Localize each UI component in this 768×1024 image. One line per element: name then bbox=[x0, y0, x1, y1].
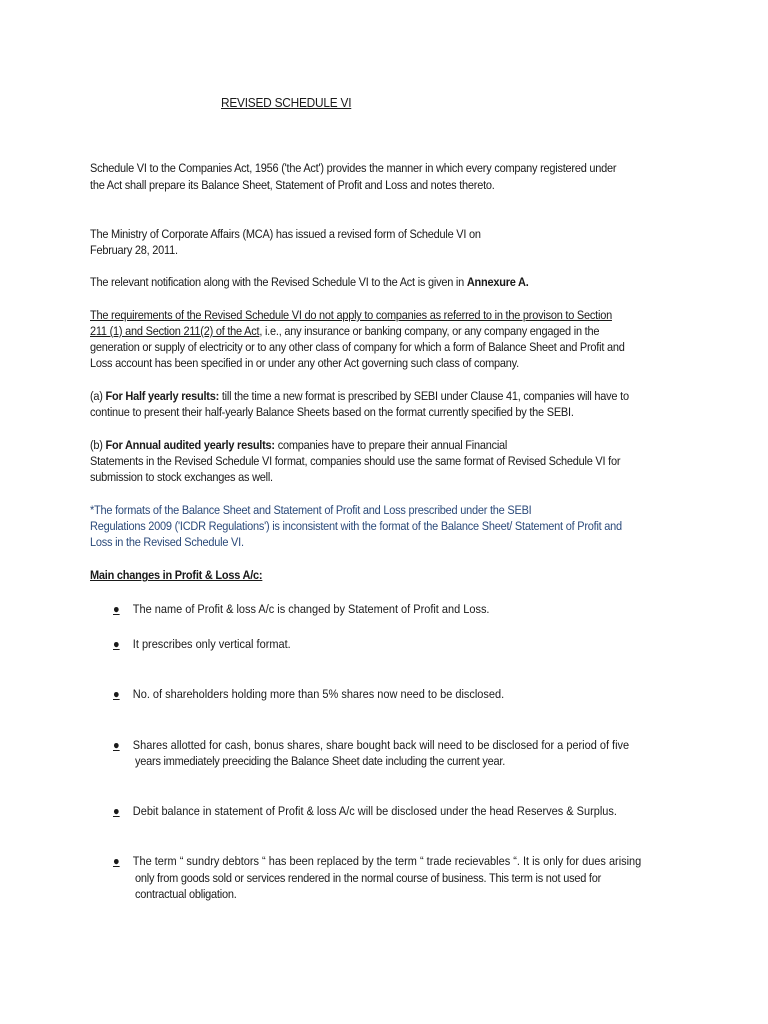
bullet-item-6 bbox=[113, 853, 641, 870]
paragraph-4-line-1: The requirements of the Revised Schedule VI do not apply to companies as referred to in the provison to Section bbox=[90, 308, 612, 322]
section-heading: Main changes in Profit & Loss A/c: bbox=[90, 568, 263, 582]
bullet-icon: ● bbox=[113, 637, 120, 651]
bullet-item-3-text: No. of shareholders holding more than 5% shares now need to be disclosed. bbox=[132, 687, 505, 701]
bullet-item-4 bbox=[113, 737, 629, 754]
section-reference: 211 (1) and Section 211(2) of the Act bbox=[90, 324, 260, 338]
bullet-item-1 bbox=[113, 601, 489, 618]
paragraph-6-line-1-rest: companies have to prepare their annual Financial bbox=[274, 438, 508, 452]
paragraph-6-line-1 bbox=[90, 437, 507, 454]
paragraph-3 bbox=[90, 274, 529, 291]
note-line-3: Loss in the Revised Schedule VI. bbox=[90, 535, 244, 549]
bullet-item-6-text-line-2: only from goods sold or services rendered in the normal course of business. This term is not used for bbox=[135, 871, 602, 885]
paragraph-5-line-1-rest: till the time a new format is prescribed by SEBI under Clause 41, companies will have to bbox=[219, 389, 629, 403]
bullet-item-1-text: The name of Profit & loss A/c is changed by Statement of Profit and Loss. bbox=[132, 602, 490, 616]
annexure-reference: Annexure A. bbox=[466, 275, 529, 289]
bullet-item-4-text-line-1: Shares allotted for cash, bonus shares, share bought back will need to be disclosed for a period of five bbox=[132, 738, 630, 752]
bullet-item-6-text-line-3: contractual obligation. bbox=[135, 887, 237, 901]
paragraph-2-line-1: The Ministry of Corporate Affairs (MCA) has issued a revised form of Schedule VI on bbox=[90, 227, 481, 241]
paragraph-6-line-3: submission to stock exchanges as well. bbox=[90, 470, 273, 484]
paragraph-5-prefix: (a) bbox=[90, 389, 106, 403]
paragraph-1-line-2: the Act shall prepare its Balance Sheet, Statement of Profit and Loss and notes thereto. bbox=[90, 178, 495, 192]
paragraph-4-line-4: Loss account has been specified in or under any other Act governing such class of company. bbox=[90, 356, 519, 370]
bullet-item-5-text: Debit balance in statement of Profit & loss A/c will be disclosed under the head Reserves & Surplus. bbox=[132, 804, 617, 818]
bullet-item-6-text-line-1: The term “ sundry debtors “ has been replaced by the term “ trade recievables “. It is only for dues arising bbox=[132, 854, 642, 868]
annual-audited-heading: For Annual audited yearly results: bbox=[105, 438, 275, 452]
paragraph-4-line-2-rest: , i.e., any insurance or banking company, or any company engaged in the bbox=[259, 324, 600, 338]
paragraph-5-line-1 bbox=[90, 388, 629, 405]
bullet-icon: ● bbox=[113, 804, 120, 818]
bullet-icon: ● bbox=[113, 602, 120, 616]
bullet-item-2 bbox=[113, 636, 291, 653]
paragraph-3-text: The relevant notification along with the Revised Schedule VI to the Act is given in bbox=[90, 275, 467, 289]
paragraph-2-line-2: February 28, 2011. bbox=[90, 243, 178, 257]
bullet-item-4-text-line-2: years immediately preeciding the Balance Sheet date including the current year. bbox=[135, 754, 506, 768]
bullet-item-3 bbox=[113, 686, 504, 703]
paragraph-4-line-3: generation or supply of electricity or to any other class of company for which a form of Balance Sheet and Profit and bbox=[90, 340, 625, 354]
bullet-item-2-text: It prescribes only vertical format. bbox=[132, 637, 291, 651]
paragraph-6-line-2: Statements in the Revised Schedule VI format, companies should use the same format of Revised Schedule VI for bbox=[90, 454, 621, 468]
note-line-1: *The formats of the Balance Sheet and Statement of Profit and Loss prescribed under the SEBI bbox=[90, 503, 532, 517]
bullet-icon: ● bbox=[113, 854, 120, 868]
bullet-icon: ● bbox=[113, 738, 120, 752]
half-yearly-heading: For Half yearly results: bbox=[105, 389, 220, 403]
bullet-item-5 bbox=[113, 803, 617, 820]
paragraph-4-line-2 bbox=[90, 323, 599, 340]
paragraph-5-line-2: continue to present their half-yearly Balance Sheets based on the format currently specified by the SEBI. bbox=[90, 405, 574, 419]
note-line-2: Regulations 2009 ('ICDR Regulations') is inconsistent with the format of the Balance Sheet/ Statement of Profit and bbox=[90, 519, 622, 533]
bullet-icon: ● bbox=[113, 687, 120, 701]
paragraph-1-line-1: Schedule VI to the Companies Act, 1956 ('the Act') provides the manner in which every company registered under bbox=[90, 161, 617, 175]
paragraph-6-prefix: (b) bbox=[90, 438, 106, 452]
document-title: REVISED SCHEDULE VI bbox=[221, 95, 352, 110]
